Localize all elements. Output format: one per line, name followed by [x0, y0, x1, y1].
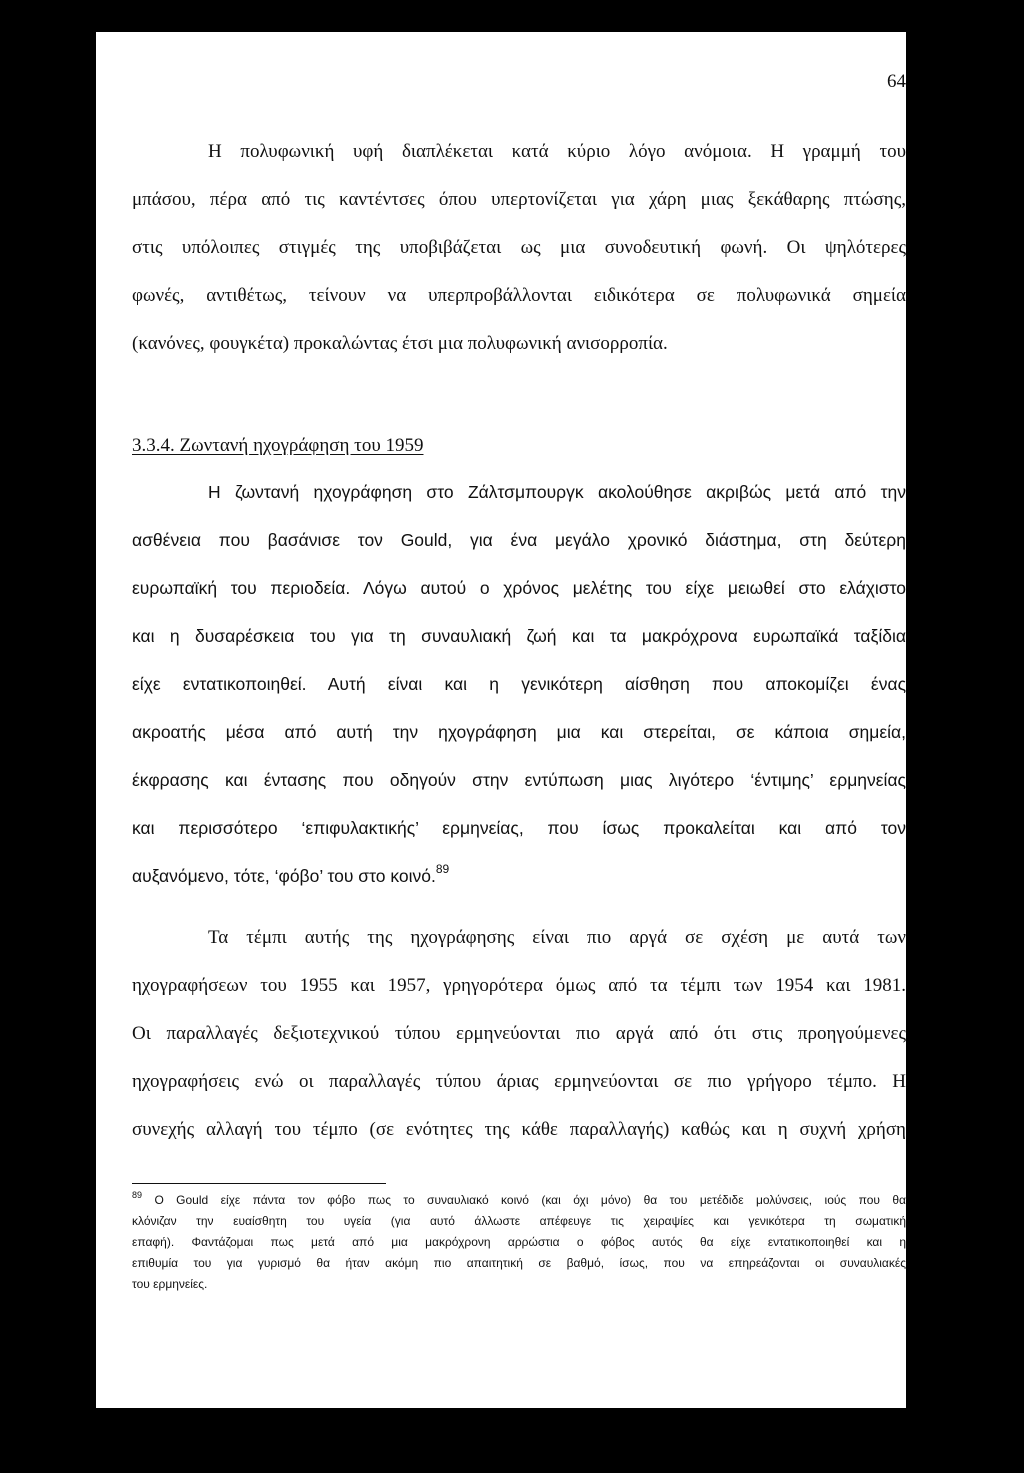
footnote-line: κλόνιζαν την ευαίσθητη του υγεία (για αυτό άλλωστε απέφευγε τις χειραψίες και γενικότερα τη σωματική	[132, 1214, 906, 1228]
paragraph-line: στις υπόλοιπες στιγμές της υποβιβάζεται ως μια συνοδευτική φωνή. Οι ψηλότερες	[132, 237, 906, 258]
paragraph-line: ευρωπαϊκή του περιοδεία. Λόγω αυτού ο χρόνος μελέτης του είχε μειωθεί στο ελάχιστο	[132, 578, 906, 598]
paragraph-line: ηχογραφήσεων του 1955 και 1957, γρηγορότερα όμως από τα τέμπι των 1954 και 1981.	[132, 975, 906, 996]
paragraph-line: (κανόνες, φουγκέτα) προκαλώντας έτσι μια πολυφωνική ανισορροπία.	[132, 333, 668, 354]
footnote-line: επαφή). Φαντάζομαι πως μετά από μια μακρόχρονη αρρώστια ο φόβος αυτός θα είχε εντατικοποιηθεί και η	[132, 1235, 906, 1249]
section-heading: 3.3.4. Ζωντανή ηχογράφηση του 1959	[132, 435, 424, 456]
footnote-separator	[132, 1183, 386, 1184]
paragraph-line: Οι παραλλαγές δεξιοτεχνικού τύπου ερμηνεύονται πιο αργά από ότι στις προηγούμενες	[132, 1023, 906, 1044]
paragraph-line: ασθένεια που βασάνισε τον Gould, για ένα μεγάλο χρονικό διάστημα, στη δεύτερη	[132, 530, 906, 550]
paragraph-line: έκφρασης και έντασης που οδηγούν στην εντύπωση μιας λιγότερο ‘έντιμης’ ερμηνείας	[132, 770, 906, 790]
document-page	[96, 32, 906, 1408]
paragraph-line: Τα τέμπι αυτής της ηχογράφησης είναι πιο αργά σε σχέση με αυτά των	[208, 927, 906, 948]
paragraph-line: συνεχής αλλαγή του τέμπο (σε ενότητες της κάθε παραλλαγής) καθώς και η συχνή χρήση	[132, 1119, 906, 1140]
page-number: 64	[887, 71, 906, 92]
paragraph-line: μπάσου, πέρα από τις καντέντσες όπου υπερτονίζεται για χάρη μιας ξεκάθαρης πτώσης,	[132, 189, 906, 210]
paragraph-line: ηχογραφήσεις ενώ οι παραλλαγές τύπου άριας ερμηνεύονται σε πιο γρήγορο τέμπο. Η	[132, 1071, 906, 1092]
footnote-number: 89	[132, 1190, 143, 1200]
footnote-reference[interactable]: 89	[435, 862, 450, 876]
paragraph-line: και η δυσαρέσκεια του για τη συναυλιακή ζωή και τα μακρόχρονα ευρωπαϊκά ταξίδια	[132, 626, 906, 646]
footnote-line: επιθυμία του για γυρισμό θα ήταν ακόμη πιο απαιτητική σε βαθμό, ίσως, που να επηρεάζονται οι συναυλιακές	[132, 1256, 906, 1270]
paragraph-line: Η πολυφωνική υφή διαπλέκεται κατά κύριο λόγο ανόμοια. Η γραμμή του	[208, 141, 906, 162]
footnote-text: Ο Gould είχε πάντα τον φόβο πως το συναυλιακό κοινό (και όχι μόνο) θα του μετέδιδε μολύνσεις, ιούς που θα	[154, 1193, 906, 1207]
footnote-line	[132, 1192, 906, 1209]
paragraph-text: αυξανόμενο, τότε, ‘φόβο’ του στο κοινό.	[132, 866, 436, 886]
paragraph-line: φωνές, αντιθέτως, τείνουν να υπερπροβάλλονται ειδικότερα σε πολυφωνικά σημεία	[132, 285, 906, 306]
footnote-line: του ερμηνείες.	[132, 1277, 208, 1291]
paragraph-line: ακροατής μέσα από αυτή την ηχογράφηση μια και στερείται, σε κάποια σημεία,	[132, 722, 906, 742]
paragraph-line	[132, 862, 906, 890]
paragraph-line: είχε εντατικοποιηθεί. Αυτή είναι και η γενικότερη αίσθηση που αποκομίζει ένας	[132, 674, 906, 694]
paragraph-line: Η ζωντανή ηχογράφηση στο Ζάλτσμπουργκ ακολούθησε ακριβώς μετά από την	[208, 482, 906, 502]
paragraph-line: και περισσότερο ‘επιφυλακτικής’ ερμηνείας, που ίσως προκαλείται και από τον	[132, 818, 906, 838]
